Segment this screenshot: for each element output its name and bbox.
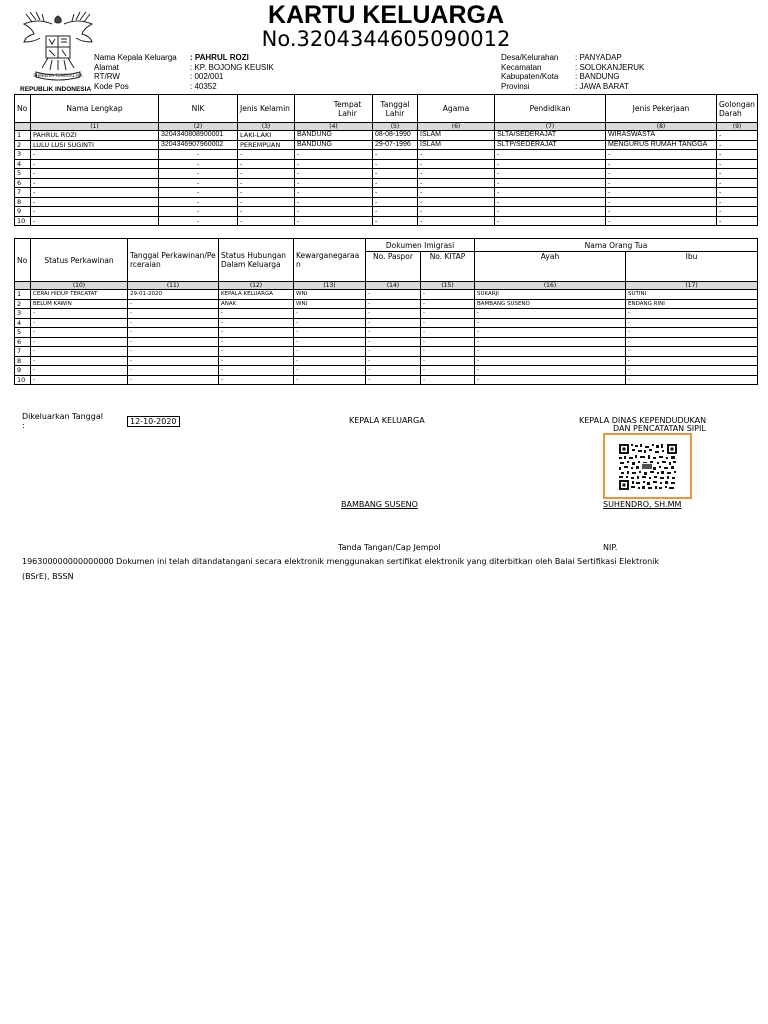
table-cell: 29-07-1996 bbox=[373, 140, 418, 150]
info-label: Kabupaten/Kota bbox=[501, 72, 559, 81]
table-cell: - bbox=[128, 337, 219, 347]
index-cell: (13) bbox=[294, 282, 366, 290]
table-cell: - bbox=[238, 169, 295, 179]
table-cell: - bbox=[717, 207, 758, 217]
emblem-caption: REPUBLIK INDONESIA bbox=[20, 86, 92, 93]
table-cell: - bbox=[418, 169, 495, 179]
col-header-tanggal-perkawinan: Tanggal Perkawinan/Perceraian bbox=[128, 239, 219, 282]
table-cell: - bbox=[373, 216, 418, 226]
table-cell: - bbox=[366, 356, 421, 366]
table-cell: - bbox=[418, 150, 495, 160]
table-cell: - bbox=[626, 309, 758, 319]
table-cell: - bbox=[159, 178, 238, 188]
index-cell: (10) bbox=[31, 282, 128, 290]
family-members-table bbox=[14, 94, 758, 226]
table-cell: 7 bbox=[15, 188, 31, 198]
kepala-keluarga-label: KEPALA KELUARGA bbox=[349, 416, 425, 425]
table-cell: - bbox=[475, 366, 626, 376]
table-cell: 1 bbox=[15, 131, 31, 141]
table-cell: - bbox=[31, 169, 159, 179]
table-cell: - bbox=[295, 216, 373, 226]
index-cell: (2) bbox=[159, 123, 238, 131]
table-cell: SUKARJI bbox=[475, 290, 626, 300]
table-cell: 5 bbox=[15, 169, 31, 179]
table-cell: - bbox=[294, 356, 366, 366]
info-value: : PANYADAP bbox=[575, 53, 622, 62]
col-header-no-kitap: No. KITAP bbox=[421, 252, 475, 282]
table-cell: BELUM KAWIN bbox=[31, 299, 128, 309]
index-cell: (1) bbox=[31, 123, 159, 131]
table-cell: - bbox=[238, 197, 295, 207]
table-cell: - bbox=[159, 207, 238, 217]
issued-colon: : bbox=[22, 421, 25, 430]
table-cell: - bbox=[495, 207, 606, 217]
table-cell: 6 bbox=[15, 337, 31, 347]
table-cell: - bbox=[128, 375, 219, 385]
table-cell: LAKI-LAKI bbox=[238, 131, 295, 141]
table-cell: - bbox=[421, 290, 475, 300]
col-header-status-hubungan: Status Hubungan Dalam Keluarga bbox=[219, 239, 294, 282]
table-cell: - bbox=[717, 197, 758, 207]
col-header-tempat-lahir: Tempat Lahir bbox=[295, 95, 373, 123]
table-cell: - bbox=[159, 188, 238, 198]
table-cell: - bbox=[128, 366, 219, 376]
index-cell: (6) bbox=[418, 123, 495, 131]
table-cell: - bbox=[606, 216, 717, 226]
table-cell: 9 bbox=[15, 366, 31, 376]
table-cell: - bbox=[626, 356, 758, 366]
index-cell: (9) bbox=[717, 123, 758, 131]
table-cell: - bbox=[475, 375, 626, 385]
table-cell: 4 bbox=[15, 318, 31, 328]
table-cell: - bbox=[421, 375, 475, 385]
col-header-ayah: Ayah bbox=[475, 252, 626, 282]
table-cell: - bbox=[238, 178, 295, 188]
table-cell: - bbox=[366, 375, 421, 385]
table-cell: - bbox=[495, 169, 606, 179]
col-header-dokumen-imigrasi: Dokumen Imigrasi bbox=[366, 239, 475, 252]
table-row bbox=[15, 216, 758, 226]
table-row bbox=[15, 207, 758, 217]
table-cell: 1 bbox=[15, 290, 31, 300]
table-cell: - bbox=[475, 309, 626, 319]
table-cell: - bbox=[295, 197, 373, 207]
table-cell: - bbox=[626, 375, 758, 385]
col-header-agama: Agama bbox=[418, 95, 495, 123]
table-cell: - bbox=[717, 188, 758, 198]
col-header-no-paspor: No. Paspor bbox=[366, 252, 421, 282]
table-row bbox=[15, 140, 758, 150]
table-cell: 5 bbox=[15, 328, 31, 338]
table-cell: SLTA/SEDERAJAT bbox=[495, 131, 606, 141]
table-cell: 3 bbox=[15, 150, 31, 160]
table-cell: - bbox=[366, 337, 421, 347]
table-cell: - bbox=[31, 159, 159, 169]
bsre-note-line2: (BSrE), BSSN bbox=[22, 572, 74, 581]
table-cell: - bbox=[31, 178, 159, 188]
col-header-status-perkawinan: Status Perkawinan bbox=[31, 239, 128, 282]
table-cell: - bbox=[421, 318, 475, 328]
table-cell: 3204346907960002 bbox=[159, 140, 238, 150]
table-cell: - bbox=[606, 207, 717, 217]
table-cell: - bbox=[626, 347, 758, 357]
table-cell: BAMBANG SUSENO bbox=[475, 299, 626, 309]
table-cell: - bbox=[606, 197, 717, 207]
table-cell: - bbox=[128, 318, 219, 328]
table-cell: WNI bbox=[294, 299, 366, 309]
info-label: Desa/Kelurahan bbox=[501, 53, 559, 62]
table-cell: - bbox=[238, 188, 295, 198]
table-cell: - bbox=[31, 356, 128, 366]
table-cell: ISLAM bbox=[418, 140, 495, 150]
table-cell: 9 bbox=[15, 207, 31, 217]
table-cell: - bbox=[238, 159, 295, 169]
table-cell: - bbox=[373, 197, 418, 207]
table-cell: - bbox=[128, 299, 219, 309]
table-cell: - bbox=[295, 150, 373, 160]
kepala-dinas-label-line2: DAN PENCATATAN SIPIL bbox=[613, 424, 706, 433]
col-header-nama-orang-tua: Nama Orang Tua bbox=[475, 239, 758, 252]
table-cell: 08-08-1990 bbox=[373, 131, 418, 141]
table-cell: 3204340808900001 bbox=[159, 131, 238, 141]
table-cell: - bbox=[366, 299, 421, 309]
table-cell: - bbox=[295, 178, 373, 188]
signer-official-name: SUHENDRO, SH.MM bbox=[603, 500, 682, 509]
table-cell: MENGURUS RUMAH TANGGA bbox=[606, 140, 717, 150]
table-cell: - bbox=[219, 337, 294, 347]
info-value: : PAHRUL ROZI bbox=[190, 53, 249, 62]
table-row bbox=[15, 309, 758, 319]
table-cell: - bbox=[717, 159, 758, 169]
table-cell: - bbox=[366, 366, 421, 376]
table-cell: BANDUNG bbox=[295, 131, 373, 141]
table-cell: - bbox=[128, 347, 219, 357]
table-cell: - bbox=[421, 366, 475, 376]
table-cell: - bbox=[294, 309, 366, 319]
table-cell: - bbox=[31, 318, 128, 328]
table-row bbox=[15, 188, 758, 198]
table-cell: 3 bbox=[15, 309, 31, 319]
table-cell: - bbox=[373, 150, 418, 160]
table-cell: ISLAM bbox=[418, 131, 495, 141]
qr-code-icon bbox=[603, 433, 692, 499]
table-cell: - bbox=[373, 178, 418, 188]
col-header-kewarganegaraan: Kewarganegaraan bbox=[294, 239, 366, 282]
info-label: Alamat bbox=[94, 62, 119, 72]
table-cell: BANDUNG bbox=[295, 140, 373, 150]
info-value: : JAWA BARAT bbox=[575, 81, 629, 91]
index-cell: (16) bbox=[475, 282, 626, 290]
table-cell: - bbox=[31, 197, 159, 207]
table-cell: - bbox=[31, 188, 159, 198]
table-row bbox=[15, 197, 758, 207]
table-cell: - bbox=[606, 150, 717, 160]
table-cell: - bbox=[159, 216, 238, 226]
table-row bbox=[15, 169, 758, 179]
signature-label: Tanda Tangan/Cap Jempol bbox=[338, 543, 441, 552]
document-title: KARTU KELUARGA bbox=[267, 1, 505, 29]
table-cell: - bbox=[31, 328, 128, 338]
table-cell: KEPALA KELUARGA bbox=[219, 290, 294, 300]
table-cell: 10 bbox=[15, 375, 31, 385]
table-cell: 2 bbox=[15, 140, 31, 150]
table-cell: - bbox=[31, 309, 128, 319]
table-cell: - bbox=[31, 216, 159, 226]
table-cell: - bbox=[219, 356, 294, 366]
table-cell: - bbox=[495, 188, 606, 198]
table-cell: - bbox=[606, 169, 717, 179]
table-cell: - bbox=[31, 150, 159, 160]
col-header-nama: Nama Lengkap bbox=[31, 95, 159, 123]
col-header-nik: NIK bbox=[159, 95, 238, 123]
table-cell: - bbox=[294, 347, 366, 357]
table-cell: - bbox=[366, 309, 421, 319]
table-cell: - bbox=[366, 318, 421, 328]
index-cell: (3) bbox=[238, 123, 295, 131]
table-cell: 6 bbox=[15, 178, 31, 188]
table-cell: WNI bbox=[294, 290, 366, 300]
table-row bbox=[15, 318, 758, 328]
index-row bbox=[15, 282, 758, 290]
document-number: No.3204344605090012 bbox=[261, 27, 511, 51]
table-row bbox=[15, 178, 758, 188]
table-cell: - bbox=[159, 150, 238, 160]
table-cell: - bbox=[606, 188, 717, 198]
table-cell: CERAI HIDUP TERCATAT bbox=[31, 290, 128, 300]
info-value: : SOLOKANJERUK bbox=[575, 62, 645, 72]
index-row bbox=[15, 123, 758, 131]
col-header-no: No bbox=[15, 95, 31, 123]
info-value: : 40352 bbox=[190, 81, 217, 91]
index-cell: (7) bbox=[495, 123, 606, 131]
table-cell: - bbox=[418, 188, 495, 198]
table-cell: - bbox=[294, 328, 366, 338]
table-cell: LULU LUSI SUGINTI bbox=[31, 140, 159, 150]
head-info-right bbox=[501, 53, 644, 91]
table-cell: - bbox=[475, 318, 626, 328]
table-cell: - bbox=[373, 188, 418, 198]
table-cell: - bbox=[421, 309, 475, 319]
table-cell: - bbox=[421, 328, 475, 338]
table-cell: - bbox=[219, 366, 294, 376]
table-cell: - bbox=[238, 150, 295, 160]
col-header-tanggal-lahir: Tanggal Lahir bbox=[373, 95, 418, 123]
table-cell: - bbox=[418, 159, 495, 169]
civil-status-body bbox=[15, 290, 758, 385]
index-cell: (15) bbox=[421, 282, 475, 290]
table-cell: 29-01-2020 bbox=[128, 290, 219, 300]
table-row bbox=[15, 375, 758, 385]
table-row bbox=[15, 131, 758, 141]
issued-label: Dikeluarkan Tanggal bbox=[22, 412, 103, 421]
table-cell: SLTP/SEDERAJAT bbox=[495, 140, 606, 150]
table-cell: - bbox=[219, 347, 294, 357]
table-row bbox=[15, 150, 758, 160]
table-cell: - bbox=[606, 159, 717, 169]
col-header-pendidikan: Pendidikan bbox=[495, 95, 606, 123]
table-cell: 2 bbox=[15, 299, 31, 309]
table-cell: - bbox=[421, 337, 475, 347]
table-cell: - bbox=[31, 375, 128, 385]
table-cell: - bbox=[31, 207, 159, 217]
issued-date: 12-10-2020 bbox=[127, 416, 180, 427]
table-cell: - bbox=[128, 328, 219, 338]
table-cell: PAHRUL ROZI bbox=[31, 131, 159, 141]
info-value: : 002/001 bbox=[190, 72, 224, 81]
table-cell: - bbox=[495, 216, 606, 226]
signer-family-name: BAMBANG SUSENO bbox=[341, 500, 418, 509]
table-cell: - bbox=[219, 375, 294, 385]
table-cell: - bbox=[366, 328, 421, 338]
table-cell: - bbox=[31, 337, 128, 347]
table-cell: - bbox=[294, 366, 366, 376]
table-cell: 8 bbox=[15, 197, 31, 207]
index-cell: (4) bbox=[295, 123, 373, 131]
table-cell: - bbox=[421, 347, 475, 357]
table-cell: - bbox=[418, 197, 495, 207]
table-cell: - bbox=[626, 366, 758, 376]
table-cell: - bbox=[475, 328, 626, 338]
info-label: RT/RW bbox=[94, 72, 120, 81]
svg-text:BHINNEKA TUNGGAL IKA: BHINNEKA TUNGGAL IKA bbox=[33, 73, 83, 78]
head-info-left bbox=[94, 53, 274, 91]
col-header-no: No bbox=[15, 239, 31, 282]
table-cell: - bbox=[294, 337, 366, 347]
table-cell: - bbox=[717, 178, 758, 188]
table-cell: - bbox=[418, 207, 495, 217]
table-cell: - bbox=[717, 169, 758, 179]
table-cell: - bbox=[159, 197, 238, 207]
table-cell: SUTINI bbox=[626, 290, 758, 300]
info-label: Nama Kepala Keluarga bbox=[94, 53, 177, 62]
index-cell: (17) bbox=[626, 282, 758, 290]
table-row bbox=[15, 328, 758, 338]
table-cell: - bbox=[238, 216, 295, 226]
col-header-golongan-darah: Golongan Darah bbox=[717, 95, 758, 123]
table-cell: - bbox=[128, 309, 219, 319]
index-cell: (14) bbox=[366, 282, 421, 290]
table-cell: - bbox=[366, 347, 421, 357]
table-cell: - bbox=[495, 197, 606, 207]
index-cell: (12) bbox=[219, 282, 294, 290]
table-cell: - bbox=[475, 337, 626, 347]
kepala-dinas-label-line1: KEPALA DINAS KEPENDUDUKAN bbox=[579, 416, 707, 425]
index-cell: (11) bbox=[128, 282, 219, 290]
table-cell: - bbox=[626, 328, 758, 338]
table-cell: - bbox=[128, 356, 219, 366]
table-cell: - bbox=[495, 159, 606, 169]
table-cell: - bbox=[418, 216, 495, 226]
info-label: Kecamatan bbox=[501, 62, 542, 72]
table-cell: - bbox=[219, 328, 294, 338]
table-cell: - bbox=[159, 159, 238, 169]
col-header-ibu: Ibu bbox=[626, 252, 758, 282]
table-row bbox=[15, 290, 758, 300]
table-cell: - bbox=[717, 131, 758, 141]
table-row bbox=[15, 299, 758, 309]
table-cell: ENDANG RINI bbox=[626, 299, 758, 309]
table-cell: - bbox=[295, 188, 373, 198]
family-members-body bbox=[15, 131, 758, 226]
col-header-jenis-kelamin: Jenis Kelamin bbox=[238, 95, 295, 123]
info-value: : BANDUNG bbox=[575, 72, 620, 81]
table-cell: - bbox=[238, 207, 295, 217]
table-cell: - bbox=[717, 140, 758, 150]
table-cell: - bbox=[717, 216, 758, 226]
civil-status-table bbox=[14, 238, 758, 385]
table-cell: PEREMPUAN bbox=[238, 140, 295, 150]
info-value: : KP. BOJONG KEUSIK bbox=[190, 62, 274, 72]
table-cell: WIRASWASTA bbox=[606, 131, 717, 141]
table-row bbox=[15, 366, 758, 376]
nip-label: NIP. bbox=[603, 543, 618, 552]
info-label: Provinsi bbox=[501, 81, 530, 91]
table-cell: - bbox=[373, 169, 418, 179]
table-cell: 7 bbox=[15, 347, 31, 357]
info-label: Kode Pos bbox=[94, 81, 129, 91]
table-cell: - bbox=[373, 159, 418, 169]
index-cell: (5) bbox=[373, 123, 418, 131]
table-cell: - bbox=[31, 366, 128, 376]
index-cell: (8) bbox=[606, 123, 717, 131]
table-row bbox=[15, 159, 758, 169]
table-cell: - bbox=[495, 150, 606, 160]
table-cell: - bbox=[366, 290, 421, 300]
table-cell: - bbox=[495, 178, 606, 188]
table-cell: 4 bbox=[15, 159, 31, 169]
table-row bbox=[15, 347, 758, 357]
bsre-note-line1: 196300000000000000 Dokumen ini telah ditandatangani secara elektronik menggunakan sertifikat elektronik yang diterbitkan oleh Balai Sertifikasi Elektronik bbox=[22, 557, 660, 566]
table-cell: - bbox=[295, 169, 373, 179]
table-cell: - bbox=[295, 159, 373, 169]
table-cell: - bbox=[294, 375, 366, 385]
table-row bbox=[15, 356, 758, 366]
table-cell: - bbox=[159, 169, 238, 179]
table-cell: - bbox=[626, 318, 758, 328]
table-cell: - bbox=[219, 309, 294, 319]
table-cell: - bbox=[626, 337, 758, 347]
table-cell: - bbox=[606, 178, 717, 188]
table-cell: - bbox=[421, 299, 475, 309]
table-cell: - bbox=[418, 178, 495, 188]
table-cell: - bbox=[31, 347, 128, 357]
table-cell: - bbox=[294, 318, 366, 328]
table-cell: - bbox=[373, 207, 418, 217]
table-cell: - bbox=[295, 207, 373, 217]
col-header-pekerjaan: Jenis Pekerjaan bbox=[606, 95, 717, 123]
table-cell: - bbox=[475, 347, 626, 357]
table-cell: - bbox=[717, 150, 758, 160]
table-cell: ANAK bbox=[219, 299, 294, 309]
table-cell: 8 bbox=[15, 356, 31, 366]
table-cell: - bbox=[219, 318, 294, 328]
table-cell: 10 bbox=[15, 216, 31, 226]
table-row bbox=[15, 337, 758, 347]
table-cell: - bbox=[421, 356, 475, 366]
table-cell: - bbox=[475, 356, 626, 366]
